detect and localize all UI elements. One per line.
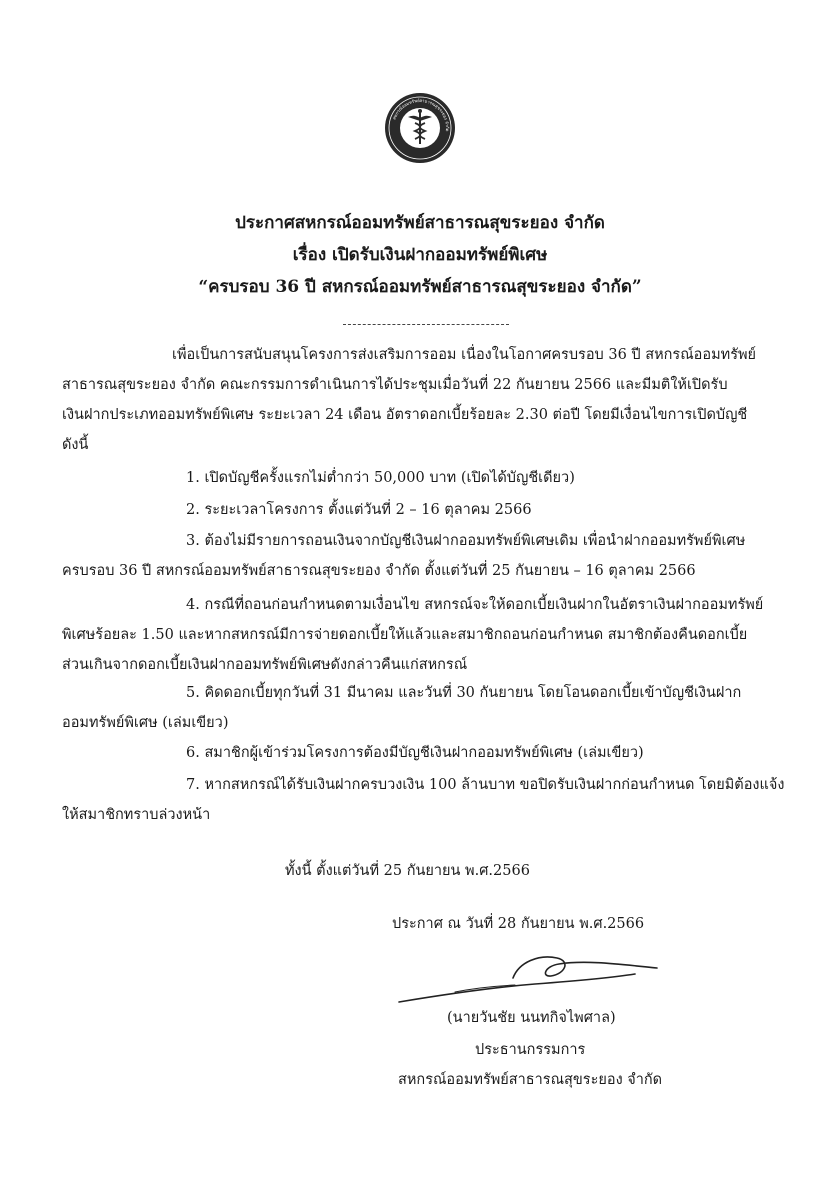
condition-text: ให้สมาชิกทราบล่วงหน้า [62, 807, 211, 823]
condition-item-4 [62, 590, 764, 680]
condition-text: 3. ต้องไม่มีรายการถอนเงินจากบัญชีเงินฝากออมทรัพย์พิเศษเดิม เพื่อนำฝากออมทรัพย์พิเศษ [186, 533, 746, 549]
announcement-campaign-name: “ครบรอบ 36 ปี สหกรณ์ออมทรัพย์สาธารณสุขระยอง จำกัด” [198, 277, 642, 297]
condition-text: 7. หากสหกรณ์ได้รับเงินฝากครบวงเงิน 100 ล้านบาท ขอปิดรับเงินฝากก่อนกำหนด โดยมิต้องแจ้ง [186, 777, 785, 793]
cooperative-seal-logo [384, 92, 456, 164]
seal-graphic [384, 92, 456, 164]
intro-line: เงินฝากประเภทออมทรัพย์พิเศษ ระยะเวลา 24 เดือน อัตราดอกเบี้ยร้อยละ 2.30 ต่อปี โดยมีเงื่อนไขการเปิดบัญชี [62, 407, 748, 423]
svg-text:สหกรณ์ออมทรัพย์สาธารณสุขระยอง: สหกรณ์ออมทรัพย์สาธารณสุขระยอง จำกัด [391, 97, 451, 132]
announcement-header [0, 207, 840, 303]
condition-text: ออมทรัพย์พิเศษ (เล่มเขียว) [62, 715, 229, 731]
condition-text: 6. สมาชิกผู้เข้าร่วมโครงการต้องมีบัญชีเงินฝากออมทรัพย์พิเศษ (เล่มเขียว) [186, 745, 644, 761]
intro-line: เพื่อเป็นการสนับสนุนโครงการส่งเสริมการออม เนื่องในโอกาศครบรอบ 36 ปี สหกรณ์ออมทรัพย์ [172, 347, 757, 363]
condition-text: 5. คิดดอกเบี้ยทุกวันที่ 31 มีนาคม และวันที่ 30 กันยายน โดยโอนดอกเบี้ยเข้าบัญชีเงินฝาก [186, 685, 742, 701]
condition-text: 1. เปิดบัญชีครั้งแรกไม่ต่ำกว่า 50,000 บาท (เปิดได้บัญชีเดียว) [186, 470, 575, 486]
condition-text: ครบรอบ 36 ปี สหกรณ์ออมทรัพย์สาธารณสุขระยอง จำกัด ตั้งแต่วันที่ 25 กันยายน – 16 ตุลาคม 2566 [62, 563, 696, 579]
signature-graphic [395, 948, 665, 1012]
intro-line: ดังนี้ [62, 437, 89, 453]
condition-item-5 [62, 678, 758, 738]
signatory-position: ประธานกรรมการ [475, 1042, 586, 1058]
condition-text: 2. ระยะเวลาโครงการ ตั้งแต่วันที่ 2 – 16 ตุลาคม 2566 [186, 502, 532, 518]
announcement-subject: เรื่อง เปิดรับเงินฝากออมทรัพย์พิเศษ [292, 245, 548, 265]
intro-line: สาธารณสุขระยอง จำกัด คณะกรรมการดำเนินการได้ประชุมเมื่อวันที่ 22 กันยายน 2566 และมีมติให้เปิดรับ [62, 377, 728, 393]
condition-item-1 [62, 463, 758, 493]
condition-text: ส่วนเกินจากดอกเบี้ยเงินฝากออมทรัพย์พิเศษดังกล่าวคืนแก่สหกรณ์ [62, 657, 468, 673]
condition-item-3 [62, 526, 758, 586]
effective-date: ทั้งนี้ ตั้งแต่วันที่ 25 กันยายน พ.ศ.2566 [285, 863, 530, 879]
condition-item-7 [62, 770, 785, 830]
header-divider [343, 324, 509, 325]
condition-item-2 [62, 495, 758, 525]
condition-text: 4. กรณีที่ถอนก่อนกำหนดตามเงื่อนไข สหกรณ์จะให้ดอกเบี้ยเงินฝากในอัตราเงินฝากออมทรัพย์ [186, 597, 764, 613]
announced-date: ประกาศ ณ วันที่ 28 กันยายน พ.ศ.2566 [392, 916, 645, 932]
intro-paragraph [62, 340, 758, 460]
announcement-title: ประกาศสหกรณ์ออมทรัพย์สาธารณสุขระยอง จำกัด [235, 213, 605, 233]
condition-item-6 [62, 738, 758, 768]
handwritten-signature [395, 948, 665, 1012]
signatory-name: (นายวันชัย นนทกิจไพศาล) [447, 1010, 616, 1026]
signatory-organization: สหกรณ์ออมทรัพย์สาธารณสุขระยอง จำกัด [398, 1072, 663, 1088]
condition-text: พิเศษร้อยละ 1.50 และหากสหกรณ์มีการจ่ายดอกเบี้ยให้แล้วและสมาชิกถอนก่อนกำหนด สมาชิกต้องคืนดอกเบี้ย [62, 627, 748, 643]
